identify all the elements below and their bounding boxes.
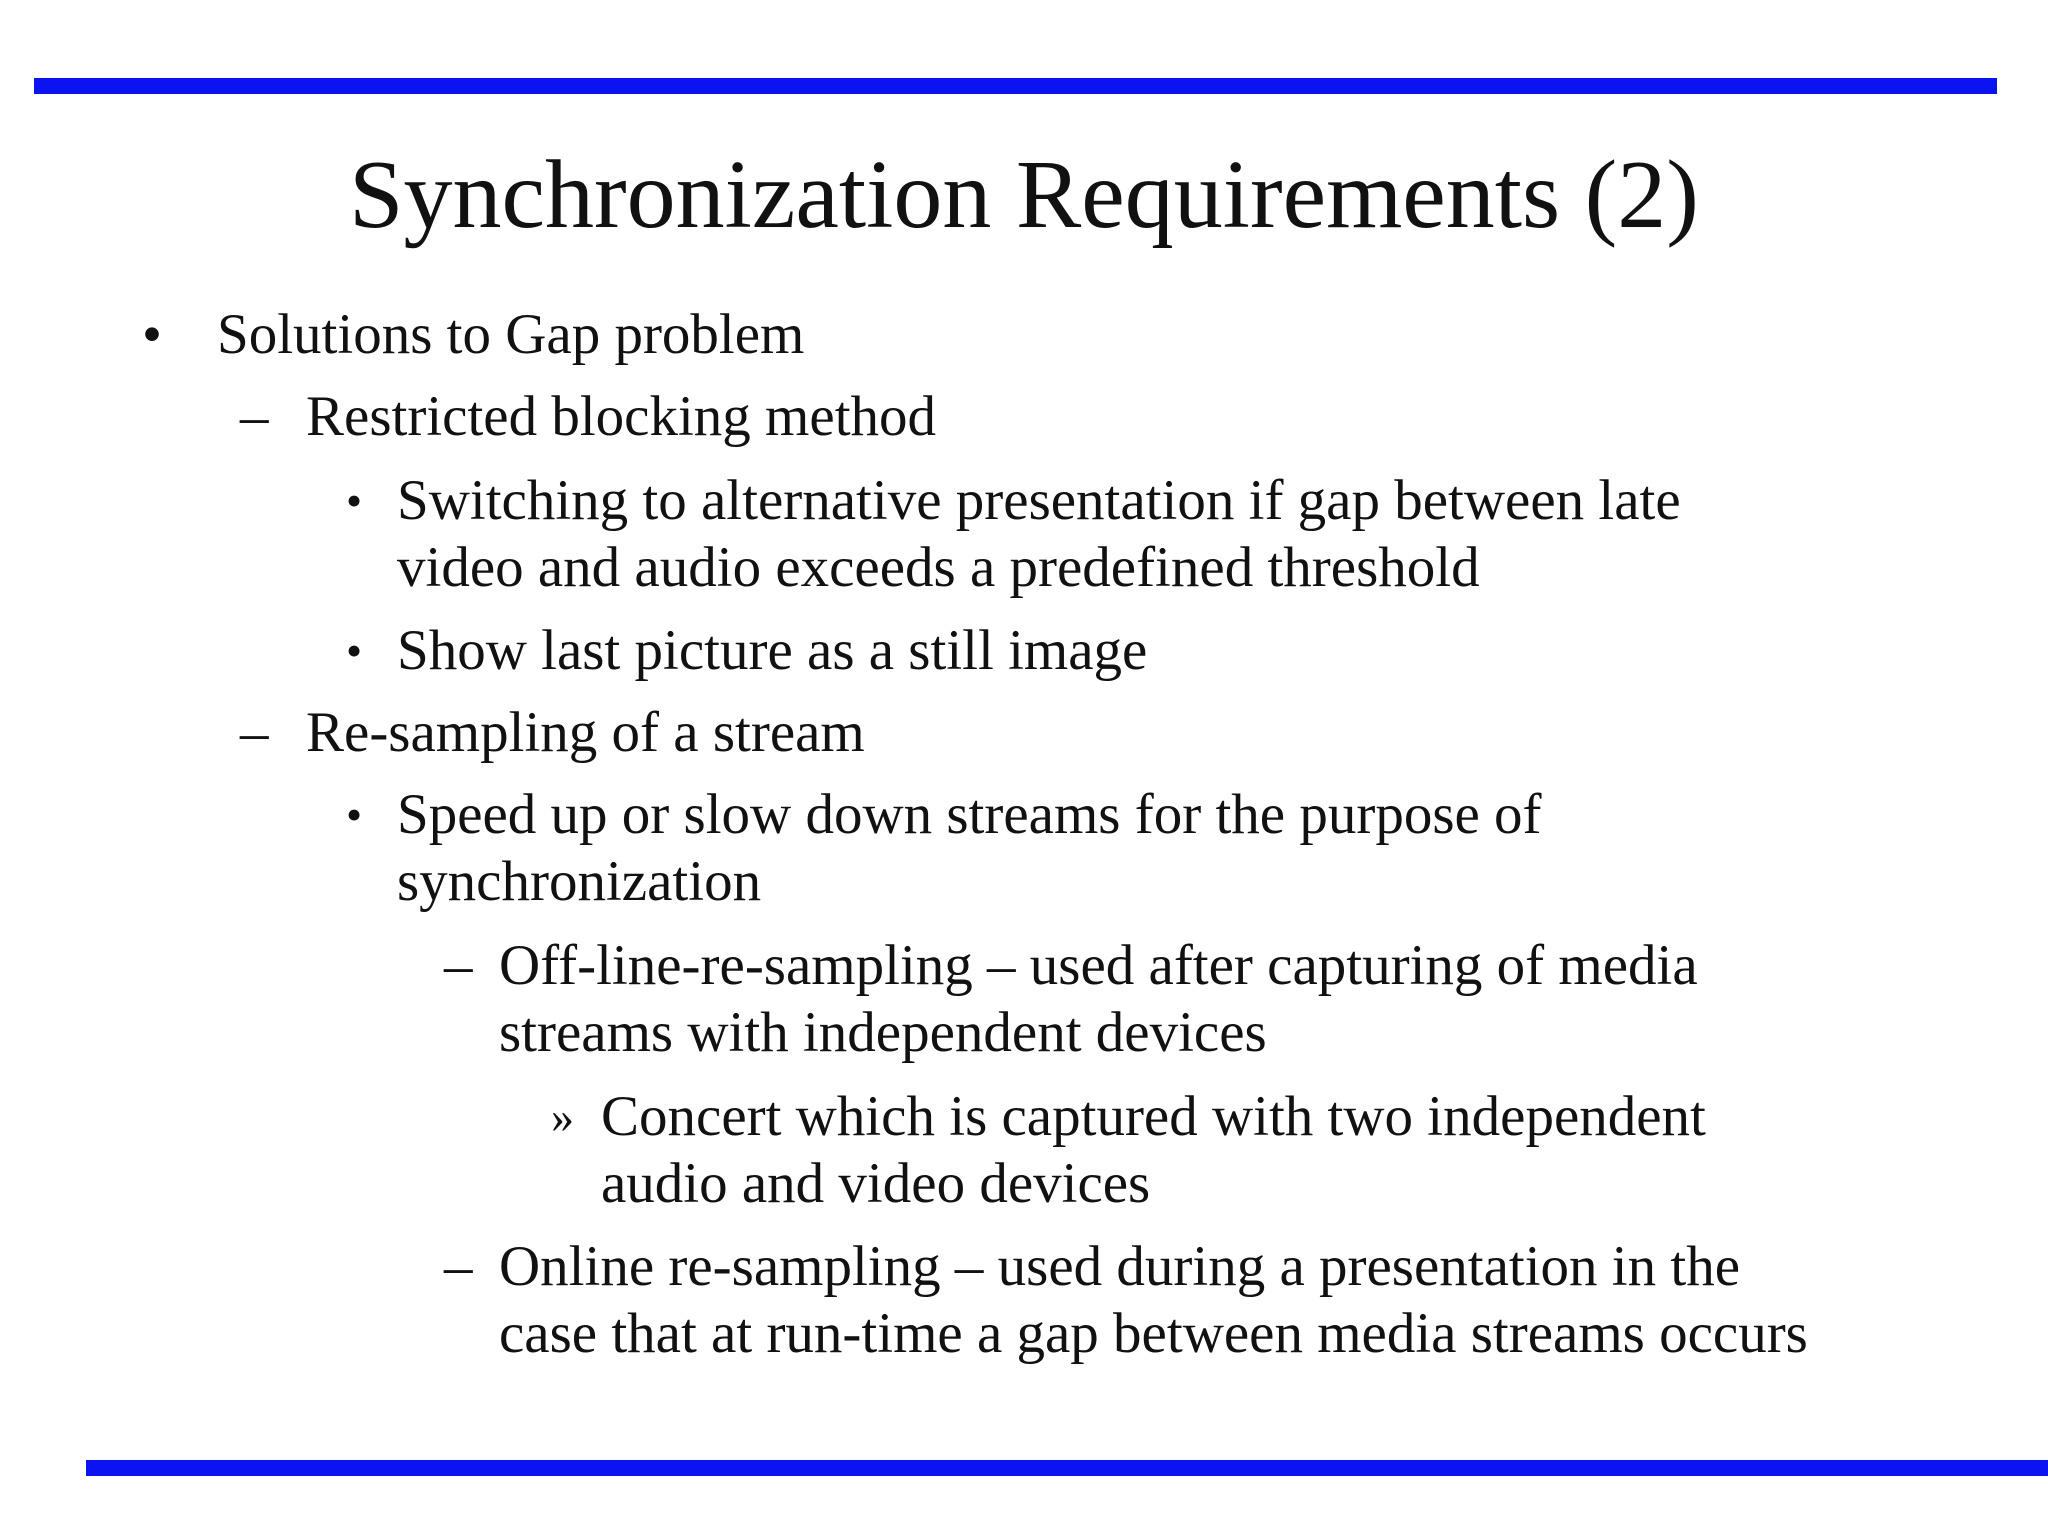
sub-dash-online-line2: case that at run-time a gap between media streams occurs: [499, 1302, 1808, 1365]
example-concert-line1: Concert which is captured with two independent: [601, 1085, 1706, 1148]
sub-bullet-marker: •: [346, 789, 363, 840]
sub-dash-offline-line2: streams with independent devices: [499, 1001, 1267, 1064]
slide-title: Synchronization Requirements (2): [349, 141, 1699, 249]
sub-bullet-speed-up-line1: Speed up or slow down streams for the purpose of: [397, 783, 1542, 846]
sub-dash-online-line1: Online re-sampling – used during a presentation in the: [499, 1235, 1741, 1298]
sub-bullet-switching-line1: Switching to alternative presentation if gap between late: [397, 469, 1681, 532]
sub-dash-marker: –: [444, 934, 473, 997]
sub-dash-offline-line1: Off-line-re-sampling – used after capturing of media: [499, 934, 1698, 997]
sub-dash-marker: –: [444, 1235, 473, 1298]
dash-marker: –: [240, 385, 269, 448]
chevron-marker: »: [551, 1091, 574, 1142]
sub-bullet-marker: •: [346, 475, 363, 526]
sub-bullet-marker: •: [346, 625, 363, 676]
bullet-solutions-gap: Solutions to Gap problem: [217, 303, 805, 366]
example-concert-line2: audio and video devices: [601, 1152, 1151, 1215]
dash-restricted-blocking: Restricted blocking method: [306, 385, 937, 448]
bullet-marker: •: [142, 303, 162, 366]
sub-bullet-speed-up-line2: synchronization: [397, 850, 762, 913]
sub-bullet-show-last-picture: Show last picture as a still image: [397, 619, 1148, 682]
bottom-rule: [86, 1460, 2048, 1476]
sub-bullet-switching-line2: video and audio exceeds a predefined threshold: [397, 536, 1480, 599]
dash-re-sampling: Re-sampling of a stream: [306, 701, 865, 764]
dash-marker: –: [240, 701, 269, 764]
top-rule: [34, 78, 1997, 94]
